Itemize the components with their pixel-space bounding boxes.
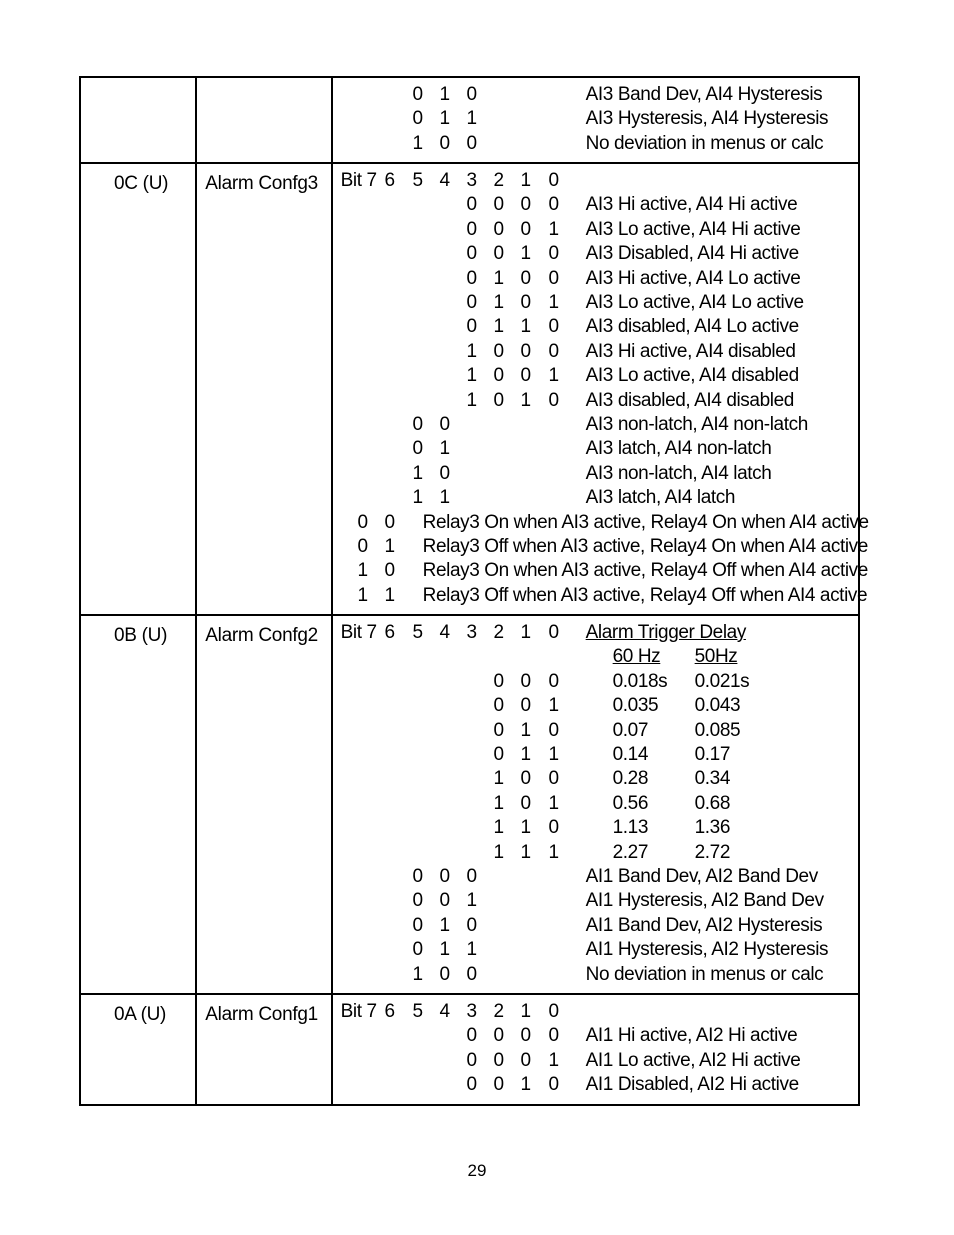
delay-50hz-value: 0.085	[694, 719, 741, 741]
bit-description: AI1 Hysteresis, AI2 Band Dev	[585, 890, 824, 912]
bit-description: AI3 Hysteresis, AI4 Hysteresis	[585, 108, 829, 130]
bit-digit: 1	[466, 340, 477, 362]
bit-header-label: 1	[520, 622, 531, 643]
bit-description: AI1 Lo active, AI2 Hi active	[585, 1049, 801, 1071]
address-label: 0C (U)	[114, 173, 169, 194]
bit-digit: 1	[548, 365, 559, 387]
bit-description: AI3 Lo active, AI4 Hi active	[585, 218, 801, 240]
bit-digit: 0	[412, 914, 423, 936]
bit-description: AI3 Hi active, AI4 disabled	[585, 340, 796, 362]
bit-description: AI3 Lo active, AI4 Lo active	[585, 292, 804, 313]
bit-description: Relay3 On when AI3 active, Relay4 On when AI4 active	[422, 511, 869, 533]
bit-digit: 0	[520, 218, 531, 240]
bit-digit: 0	[493, 365, 504, 387]
page-number: 29	[467, 1161, 487, 1180]
bit-definitions-cell	[332, 615, 859, 994]
bit-header-label: Bit 7	[340, 1001, 377, 1022]
bit-description: AI1 Band Dev, AI2 Hysteresis	[585, 914, 823, 936]
bit-digit: 0	[493, 194, 504, 216]
register-name-cell	[196, 615, 331, 994]
bit-digit: 1	[439, 108, 450, 130]
bit-digit: 0	[520, 1049, 531, 1071]
bit-digit: 0	[548, 817, 559, 839]
bit-digit: 1	[520, 243, 531, 265]
bit-description: AI1 Hysteresis, AI2 Hysteresis	[585, 939, 829, 961]
bit-description: AI3 non-latch, AI4 latch	[585, 462, 772, 484]
bit-header-label: 6	[384, 1001, 395, 1022]
register-name-cell	[196, 994, 331, 1105]
delay-50hz-value: 1.36	[694, 817, 731, 839]
bit-digit: 1	[548, 218, 559, 240]
bit-digit: 0	[412, 438, 423, 460]
bit-header-label: 3	[466, 1001, 477, 1022]
bit-digit: 0	[466, 866, 477, 887]
address-label: 0B (U)	[114, 625, 168, 646]
bit-digit: 1	[493, 841, 504, 863]
bit-header-label: Bit 7	[340, 170, 377, 191]
bit-digit: 0	[520, 340, 531, 362]
bit-digit: 1	[548, 695, 559, 717]
bit-digit: 0	[412, 84, 423, 105]
bit-digit: 0	[466, 1074, 477, 1096]
bit-digit: 0	[493, 719, 504, 741]
bit-digit: 0	[520, 292, 531, 313]
bit-digit: 0	[548, 316, 559, 338]
column-heading: Alarm Trigger Delay	[585, 622, 746, 643]
bit-definitions-cell	[332, 77, 859, 163]
bit-digit: 0	[493, 1025, 504, 1047]
bit-digit: 1	[439, 487, 450, 509]
bit-header-label: 2	[493, 622, 504, 643]
bit-digit: 0	[466, 963, 477, 985]
bit-digit: 1	[466, 939, 477, 961]
bit-digit: 0	[384, 560, 395, 582]
bit-header-label: 2	[493, 1001, 504, 1022]
delay-50hz-value: 0.17	[694, 744, 731, 765]
bit-digit: 0	[466, 84, 477, 105]
bit-digit: 0	[412, 866, 423, 887]
bit-digit: 1	[520, 316, 531, 338]
bit-digit: 0	[357, 536, 368, 557]
bit-digit: 1	[439, 914, 450, 936]
bit-description: AI3 Lo active, AI4 disabled	[585, 365, 799, 387]
bit-header-label: 5	[412, 1001, 423, 1022]
bit-digit: 0	[520, 792, 531, 814]
bit-digit: 0	[493, 243, 504, 265]
delay-60hz-value: 0.56	[612, 792, 649, 814]
bit-digit: 0	[493, 744, 504, 765]
delay-50hz-value: 0.34	[694, 768, 731, 790]
frequency-heading: 60 Hz	[612, 646, 661, 668]
bit-digit: 1	[466, 890, 477, 912]
bit-header-label: 3	[466, 170, 477, 191]
table-row	[80, 77, 859, 163]
table-row	[80, 163, 859, 615]
bit-digit: 0	[520, 194, 531, 216]
bit-digit: 0	[548, 243, 559, 265]
bit-digit: 0	[493, 340, 504, 362]
delay-50hz-value: 0.043	[694, 695, 741, 717]
bit-digit: 1	[439, 939, 450, 961]
bit-header-label: 2	[493, 170, 504, 191]
bit-description: AI1 Hi active, AI2 Hi active	[585, 1025, 798, 1047]
bit-digit: 0	[493, 1074, 504, 1096]
bit-digit: 1	[520, 389, 531, 411]
bit-digit: 1	[384, 536, 395, 557]
bit-digit: 0	[493, 1049, 504, 1071]
register-name: Alarm Confg1	[205, 1004, 318, 1025]
register-name: Alarm Confg3	[205, 173, 318, 194]
bit-digit: 1	[466, 365, 477, 387]
bit-header-label: 0	[548, 622, 559, 643]
register-name-cell	[196, 77, 331, 163]
bit-digit: 0	[548, 389, 559, 411]
bit-digit: 0	[520, 768, 531, 790]
register-table	[79, 76, 869, 1106]
bit-digit: 1	[548, 1049, 559, 1071]
bit-digit: 1	[439, 438, 450, 460]
frequency-heading: 50Hz	[694, 646, 738, 668]
bit-header-label: Bit 7	[340, 622, 377, 643]
bit-digit: 0	[466, 914, 477, 936]
bit-header-label: 5	[412, 622, 423, 643]
bit-digit: 1	[548, 292, 559, 313]
bit-definitions-cell	[332, 163, 869, 615]
bit-description: AI3 latch, AI4 non-latch	[585, 438, 772, 460]
bit-digit: 0	[466, 316, 477, 338]
bit-digit: 0	[493, 670, 504, 692]
bit-header-label: 3	[466, 622, 477, 643]
bit-digit: 1	[466, 389, 477, 411]
bit-definitions	[333, 164, 869, 614]
bit-digit: 1	[548, 792, 559, 814]
bit-digit: 1	[357, 560, 368, 582]
bit-digit: 1	[493, 316, 504, 338]
bit-digit: 0	[548, 670, 559, 692]
bit-digit: 0	[520, 267, 531, 289]
bit-description: AI3 Disabled, AI4 Hi active	[585, 243, 799, 265]
bit-digit: 1	[493, 817, 504, 839]
bit-description: AI3 non-latch, AI4 non-latch	[585, 414, 808, 435]
bit-description: AI3 Hi active, AI4 Lo active	[585, 267, 801, 289]
delay-50hz-value: 0.021s	[694, 670, 750, 692]
bit-digit: 0	[439, 132, 450, 154]
bit-digit: 0	[412, 414, 423, 435]
bit-digit: 1	[493, 768, 504, 790]
delay-60hz-value: 0.28	[612, 768, 649, 790]
bit-description: No deviation in menus or calc	[585, 963, 824, 985]
delay-60hz-value: 0.018s	[612, 670, 668, 692]
bit-digit: 1	[520, 1074, 531, 1096]
bit-header-label: 4	[439, 1001, 450, 1022]
bit-digit: 0	[548, 267, 559, 289]
delay-50hz-value: 2.72	[694, 841, 731, 863]
bit-digit: 1	[357, 584, 368, 606]
bit-description: AI1 Band Dev, AI2 Band Dev	[585, 866, 818, 887]
bit-digit: 1	[520, 719, 531, 741]
bit-definitions	[333, 616, 858, 993]
bit-digit: 1	[384, 584, 395, 606]
bit-digit: 0	[466, 218, 477, 240]
delay-60hz-value: 2.27	[612, 841, 649, 863]
bit-digit: 0	[520, 695, 531, 717]
bit-header-label: 5	[412, 170, 423, 191]
bit-digit: 0	[439, 414, 450, 435]
bit-description: No deviation in menus or calc	[585, 132, 824, 154]
bit-digit: 0	[466, 1025, 477, 1047]
bit-description: AI3 disabled, AI4 disabled	[585, 389, 794, 411]
bit-digit: 0	[412, 890, 423, 912]
bit-digit: 0	[439, 462, 450, 484]
bit-digit: 1	[412, 462, 423, 484]
bit-digit: 0	[466, 1049, 477, 1071]
bit-digit: 0	[439, 963, 450, 985]
bit-digit: 0	[439, 866, 450, 887]
bit-description: AI3 Band Dev, AI4 Hysteresis	[585, 84, 823, 105]
address-cell	[80, 994, 196, 1105]
bit-digit: 0	[520, 670, 531, 692]
bit-digit: 0	[466, 267, 477, 289]
bit-digit: 1	[439, 84, 450, 105]
bit-header-label: 1	[520, 1001, 531, 1022]
bit-description: Relay3 Off when AI3 active, Relay4 Off when AI4 active	[422, 584, 868, 606]
address-label: 0A (U)	[114, 1004, 167, 1025]
bit-digit: 0	[466, 132, 477, 154]
address-cell	[80, 77, 196, 163]
bit-digit: 0	[439, 890, 450, 912]
address-cell	[80, 163, 196, 615]
bit-digit: 0	[548, 340, 559, 362]
bit-header-label: 1	[520, 170, 531, 191]
register-name-cell	[196, 163, 331, 615]
bit-digit: 0	[548, 1025, 559, 1047]
bit-description: AI1 Disabled, AI2 Hi active	[585, 1074, 799, 1096]
bit-header-label: 4	[439, 622, 450, 643]
bit-description: AI3 latch, AI4 latch	[585, 487, 736, 509]
bit-digit: 0	[548, 194, 559, 216]
bit-digit: 1	[520, 841, 531, 863]
bit-digit: 1	[520, 744, 531, 765]
address-cell	[80, 615, 196, 994]
bit-header-label: 0	[548, 170, 559, 191]
bit-digit: 1	[412, 487, 423, 509]
bit-digit: 0	[466, 194, 477, 216]
bit-description: Relay3 Off when AI3 active, Relay4 On when AI4 active	[422, 536, 868, 557]
bit-digit: 0	[548, 1074, 559, 1096]
bit-digit: 0	[548, 768, 559, 790]
bit-digit: 0	[548, 719, 559, 741]
delay-50hz-value: 0.68	[694, 792, 731, 814]
table-row	[80, 615, 859, 994]
bit-header-label: 6	[384, 622, 395, 643]
bit-description: AI3 disabled, AI4 Lo active	[585, 316, 799, 338]
bit-digit: 0	[520, 1025, 531, 1047]
bit-digit: 1	[520, 817, 531, 839]
bit-digit: 1	[548, 841, 559, 863]
table-row	[80, 994, 859, 1105]
delay-60hz-value: 0.14	[612, 744, 649, 765]
bit-definitions	[333, 78, 858, 162]
bit-header-label: 4	[439, 170, 450, 191]
delay-60hz-value: 0.035	[612, 695, 659, 717]
register-name: Alarm Confg2	[205, 625, 318, 646]
bit-digit: 0	[384, 511, 395, 533]
bit-header-label: 6	[384, 170, 395, 191]
bit-description: Relay3 On when AI3 active, Relay4 Off when AI4 active	[422, 560, 868, 582]
bit-digit: 1	[412, 963, 423, 985]
bit-digit: 0	[357, 511, 368, 533]
bit-definitions-cell	[332, 994, 859, 1105]
bit-digit: 0	[466, 292, 477, 313]
bit-digit: 1	[466, 108, 477, 130]
bit-digit: 0	[466, 243, 477, 265]
bit-digit: 0	[412, 939, 423, 961]
bit-definitions	[333, 995, 858, 1104]
delay-60hz-value: 1.13	[612, 817, 649, 839]
bit-digit: 0	[520, 365, 531, 387]
bit-digit: 0	[493, 695, 504, 717]
delay-60hz-value: 0.07	[612, 719, 649, 741]
bit-digit: 1	[493, 792, 504, 814]
bit-digit: 0	[412, 108, 423, 130]
bit-digit: 1	[548, 744, 559, 765]
bit-header-label: 0	[548, 1001, 559, 1022]
bit-digit: 1	[493, 267, 504, 289]
bit-digit: 1	[493, 292, 504, 313]
bit-digit: 0	[493, 389, 504, 411]
bit-digit: 0	[493, 218, 504, 240]
bit-digit: 1	[412, 132, 423, 154]
bit-description: AI3 Hi active, AI4 Hi active	[585, 194, 798, 216]
